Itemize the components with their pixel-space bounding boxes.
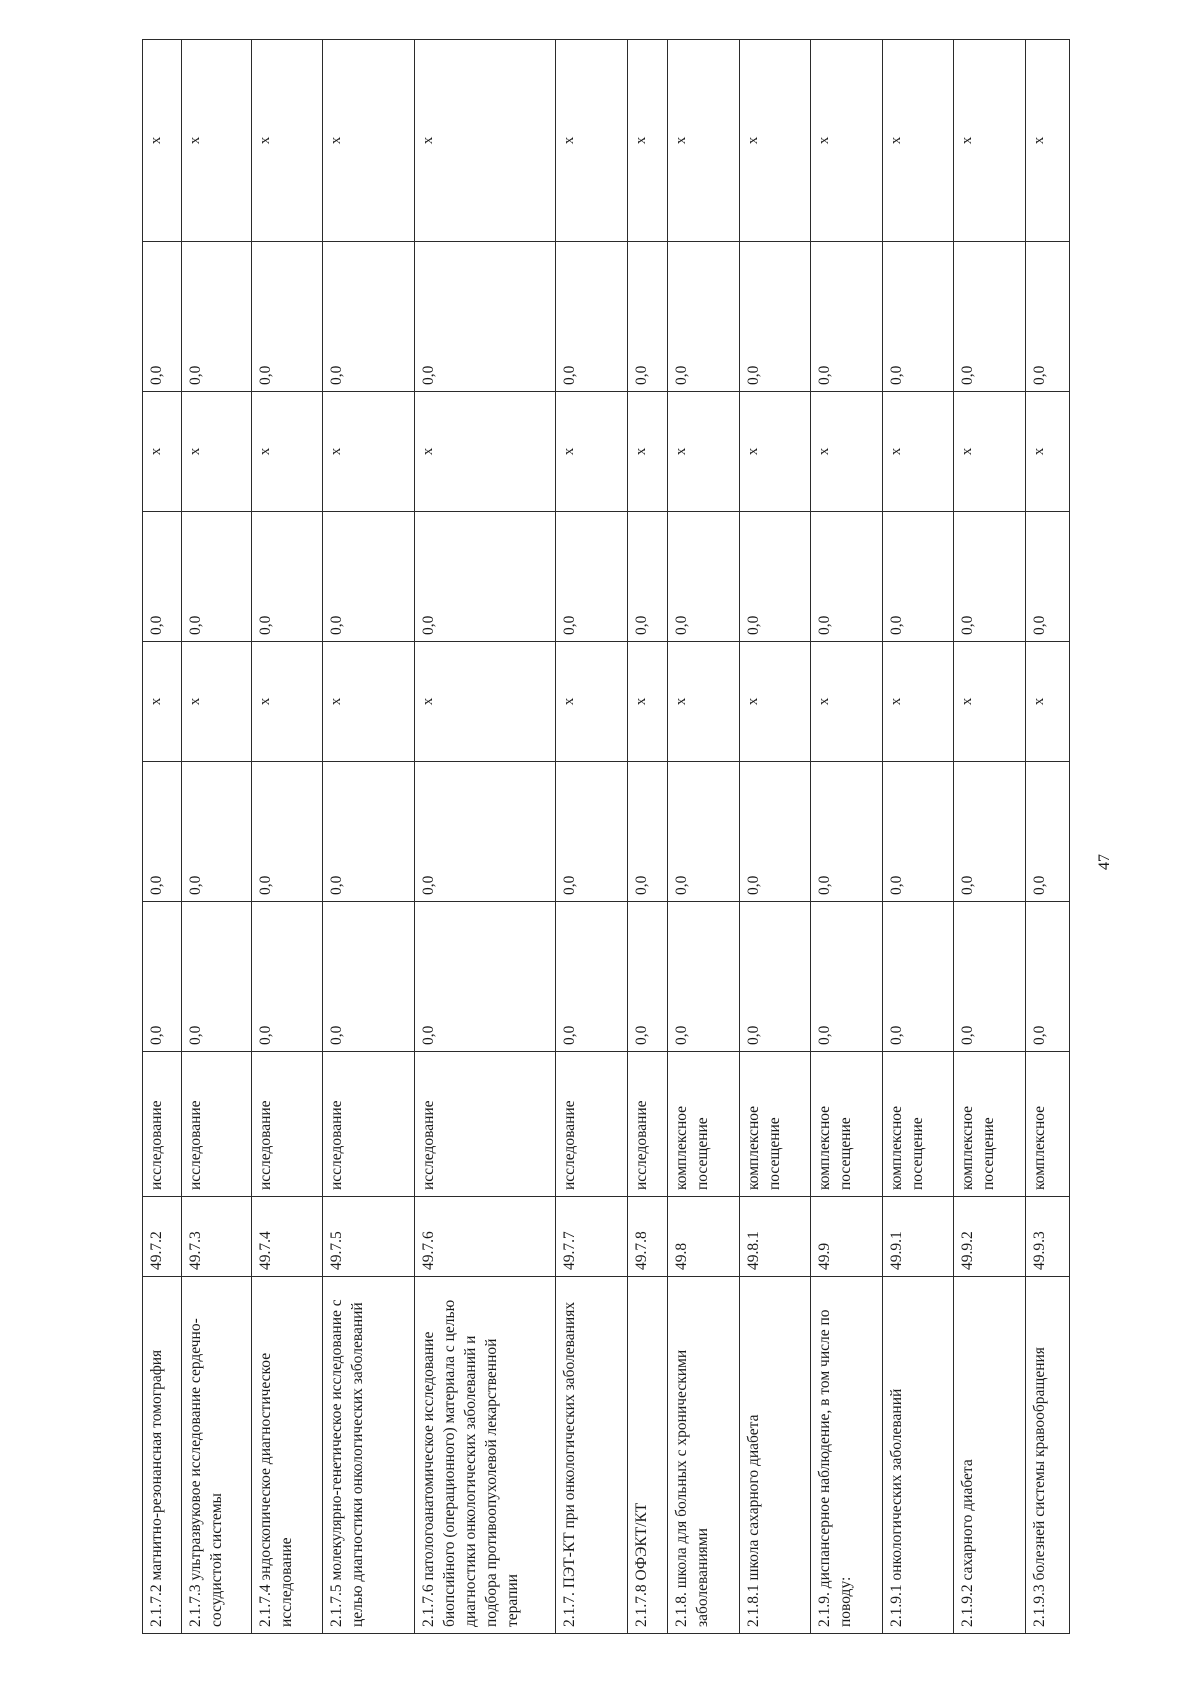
table-row bbox=[182, 40, 252, 1634]
row-unit: исследование bbox=[555, 1052, 627, 1197]
row-value: x bbox=[555, 40, 627, 242]
row-value: x bbox=[627, 40, 667, 242]
row-value: x bbox=[182, 642, 252, 762]
table-row bbox=[323, 40, 414, 1634]
row-value: x bbox=[555, 392, 627, 512]
row-value: x bbox=[954, 642, 1026, 762]
row-code: 49.7.4 bbox=[252, 1197, 323, 1277]
row-unit: исследование bbox=[252, 1052, 323, 1197]
row-name: 2.1.8. школа для больных с хроническими заболеваниями bbox=[667, 1277, 739, 1634]
row-value: 0,0 bbox=[252, 902, 323, 1052]
row-name: 2.1.9.3 болезней системы кравообращения bbox=[1026, 1277, 1070, 1634]
row-value: x bbox=[182, 392, 252, 512]
table-row bbox=[555, 40, 627, 1634]
row-value: 0,0 bbox=[811, 242, 883, 392]
row-value: 0,0 bbox=[555, 762, 627, 902]
row-value: 0,0 bbox=[667, 902, 739, 1052]
row-value: x bbox=[667, 392, 739, 512]
row-value: x bbox=[323, 392, 414, 512]
row-value: 0,0 bbox=[1026, 902, 1070, 1052]
row-code: 49.7.7 bbox=[555, 1197, 627, 1277]
row-value: x bbox=[414, 642, 555, 762]
row-value: x bbox=[323, 40, 414, 242]
row-unit: исследование bbox=[323, 1052, 414, 1197]
row-value: 0,0 bbox=[323, 242, 414, 392]
row-value: 0,0 bbox=[252, 512, 323, 642]
row-value: 0,0 bbox=[323, 762, 414, 902]
row-value: 0,0 bbox=[667, 242, 739, 392]
row-value: 0,0 bbox=[1026, 242, 1070, 392]
row-value: x bbox=[667, 40, 739, 242]
row-value: 0,0 bbox=[143, 242, 182, 392]
table-row bbox=[811, 40, 883, 1634]
row-value: x bbox=[1026, 40, 1070, 242]
row-value: 0,0 bbox=[1026, 762, 1070, 902]
row-value: 0,0 bbox=[414, 762, 555, 902]
row-unit: исследование bbox=[143, 1052, 182, 1197]
row-value: x bbox=[143, 40, 182, 242]
row-unit: исследование bbox=[627, 1052, 667, 1197]
rotated-table-container bbox=[142, 40, 1070, 1634]
row-value: x bbox=[883, 392, 954, 512]
row-code: 49.7.5 bbox=[323, 1197, 414, 1277]
row-value: 0,0 bbox=[323, 512, 414, 642]
row-value: x bbox=[740, 392, 811, 512]
row-value: x bbox=[811, 40, 883, 242]
row-value: x bbox=[1026, 392, 1070, 512]
row-code: 49.7.8 bbox=[627, 1197, 667, 1277]
row-value: 0,0 bbox=[555, 902, 627, 1052]
table-row bbox=[252, 40, 323, 1634]
row-unit: комплексное посещение bbox=[883, 1052, 954, 1197]
row-value: 0,0 bbox=[252, 762, 323, 902]
row-value: x bbox=[252, 40, 323, 242]
row-unit: комплексное посещение bbox=[954, 1052, 1026, 1197]
row-value: 0,0 bbox=[811, 512, 883, 642]
row-unit: исследование bbox=[414, 1052, 555, 1197]
row-value: x bbox=[740, 642, 811, 762]
row-value: 0,0 bbox=[740, 242, 811, 392]
table-row bbox=[143, 40, 182, 1634]
row-value: x bbox=[627, 392, 667, 512]
row-value: 0,0 bbox=[811, 762, 883, 902]
row-value: x bbox=[811, 392, 883, 512]
row-value: x bbox=[811, 642, 883, 762]
row-value: 0,0 bbox=[627, 902, 667, 1052]
table-row bbox=[954, 40, 1026, 1634]
row-value: x bbox=[667, 642, 739, 762]
row-value: x bbox=[555, 642, 627, 762]
row-value: x bbox=[252, 392, 323, 512]
row-value: 0,0 bbox=[627, 512, 667, 642]
row-value: x bbox=[740, 40, 811, 242]
row-value: 0,0 bbox=[323, 902, 414, 1052]
row-value: 0,0 bbox=[143, 902, 182, 1052]
row-unit: комплексное посещение bbox=[740, 1052, 811, 1197]
row-name: 2.1.9. диспансерное наблюдение, в том числе по поводу: bbox=[811, 1277, 883, 1634]
row-value: 0,0 bbox=[252, 242, 323, 392]
row-value: 0,0 bbox=[414, 902, 555, 1052]
row-value: 0,0 bbox=[143, 512, 182, 642]
row-value: x bbox=[143, 392, 182, 512]
row-value: 0,0 bbox=[627, 242, 667, 392]
row-name: 2.1.7.5 молекулярно-генетическое исследование с целью диагностики онкологических заболеваний bbox=[323, 1277, 414, 1634]
row-value: x bbox=[627, 642, 667, 762]
table-body bbox=[143, 40, 1070, 1634]
row-code: 49.8.1 bbox=[740, 1197, 811, 1277]
table-row bbox=[883, 40, 954, 1634]
row-value: 0,0 bbox=[883, 242, 954, 392]
row-value: 0,0 bbox=[954, 242, 1026, 392]
row-value: x bbox=[323, 642, 414, 762]
row-value: 0,0 bbox=[182, 762, 252, 902]
row-value: x bbox=[954, 392, 1026, 512]
row-name: 2.1.7.3 ультразвуковое исследование сердечно-сосудистой системы bbox=[182, 1277, 252, 1634]
row-value: x bbox=[143, 642, 182, 762]
table-row bbox=[667, 40, 739, 1634]
row-value: x bbox=[414, 40, 555, 242]
table-row bbox=[414, 40, 555, 1634]
row-name: 2.1.8.1 школа сахарного диабета bbox=[740, 1277, 811, 1634]
row-name: 2.1.7.2 магнитно-резонансная томография bbox=[143, 1277, 182, 1634]
row-value: 0,0 bbox=[740, 762, 811, 902]
row-name: 2.1.9.1 онкологических заболеваний bbox=[883, 1277, 954, 1634]
row-code: 49.7.6 bbox=[414, 1197, 555, 1277]
row-name: 2.1.7.6 патологоанатомическое исследование биопсийного (операционного) материала с целью диагностики онкологических заболеваний и подбора противоопухолевой лекарственной терапии bbox=[414, 1277, 555, 1634]
table-row bbox=[627, 40, 667, 1634]
row-value: 0,0 bbox=[883, 512, 954, 642]
row-code: 49.7.2 bbox=[143, 1197, 182, 1277]
row-value: 0,0 bbox=[740, 902, 811, 1052]
row-value: x bbox=[414, 392, 555, 512]
row-name: 2.1.7.4 эндоскопическое диагностическое исследование bbox=[252, 1277, 323, 1634]
row-value: 0,0 bbox=[883, 902, 954, 1052]
row-code: 49.9.1 bbox=[883, 1197, 954, 1277]
table-row bbox=[740, 40, 811, 1634]
row-code: 49.9 bbox=[811, 1197, 883, 1277]
row-code: 49.8 bbox=[667, 1197, 739, 1277]
row-code: 49.7.3 bbox=[182, 1197, 252, 1277]
row-value: x bbox=[252, 642, 323, 762]
row-code: 49.9.2 bbox=[954, 1197, 1026, 1277]
row-value: 0,0 bbox=[182, 902, 252, 1052]
row-value: 0,0 bbox=[414, 512, 555, 642]
row-value: 0,0 bbox=[954, 902, 1026, 1052]
row-value: 0,0 bbox=[555, 242, 627, 392]
statistics-table bbox=[142, 39, 1070, 1634]
row-value: 0,0 bbox=[954, 762, 1026, 902]
row-value: 0,0 bbox=[143, 762, 182, 902]
row-value: 0,0 bbox=[182, 242, 252, 392]
row-unit: исследование bbox=[182, 1052, 252, 1197]
row-value: x bbox=[883, 642, 954, 762]
row-name: 2.1.7. ПЭТ-КТ при онкологических заболеваниях bbox=[555, 1277, 627, 1634]
row-value: 0,0 bbox=[883, 762, 954, 902]
table-row bbox=[1026, 40, 1070, 1634]
row-name: 2.1.9.2 сахарного диабета bbox=[954, 1277, 1026, 1634]
row-value: 0,0 bbox=[627, 762, 667, 902]
page-number: 47 bbox=[1096, 854, 1113, 870]
row-value: 0,0 bbox=[667, 762, 739, 902]
row-unit: комплексное посещение bbox=[667, 1052, 739, 1197]
row-value: 0,0 bbox=[954, 512, 1026, 642]
row-value: 0,0 bbox=[811, 902, 883, 1052]
row-value: x bbox=[182, 40, 252, 242]
row-value: 0,0 bbox=[667, 512, 739, 642]
row-unit: комплексное bbox=[1026, 1052, 1070, 1197]
row-code: 49.9.3 bbox=[1026, 1197, 1070, 1277]
row-value: 0,0 bbox=[414, 242, 555, 392]
row-value: 0,0 bbox=[182, 512, 252, 642]
row-unit: комплексное посещение bbox=[811, 1052, 883, 1197]
row-value: 0,0 bbox=[555, 512, 627, 642]
row-value: x bbox=[954, 40, 1026, 242]
row-value: x bbox=[883, 40, 954, 242]
row-value: x bbox=[1026, 642, 1070, 762]
row-value: 0,0 bbox=[1026, 512, 1070, 642]
row-name: 2.1.7.8 ОФЭКТ/КТ bbox=[627, 1277, 667, 1634]
row-value: 0,0 bbox=[740, 512, 811, 642]
